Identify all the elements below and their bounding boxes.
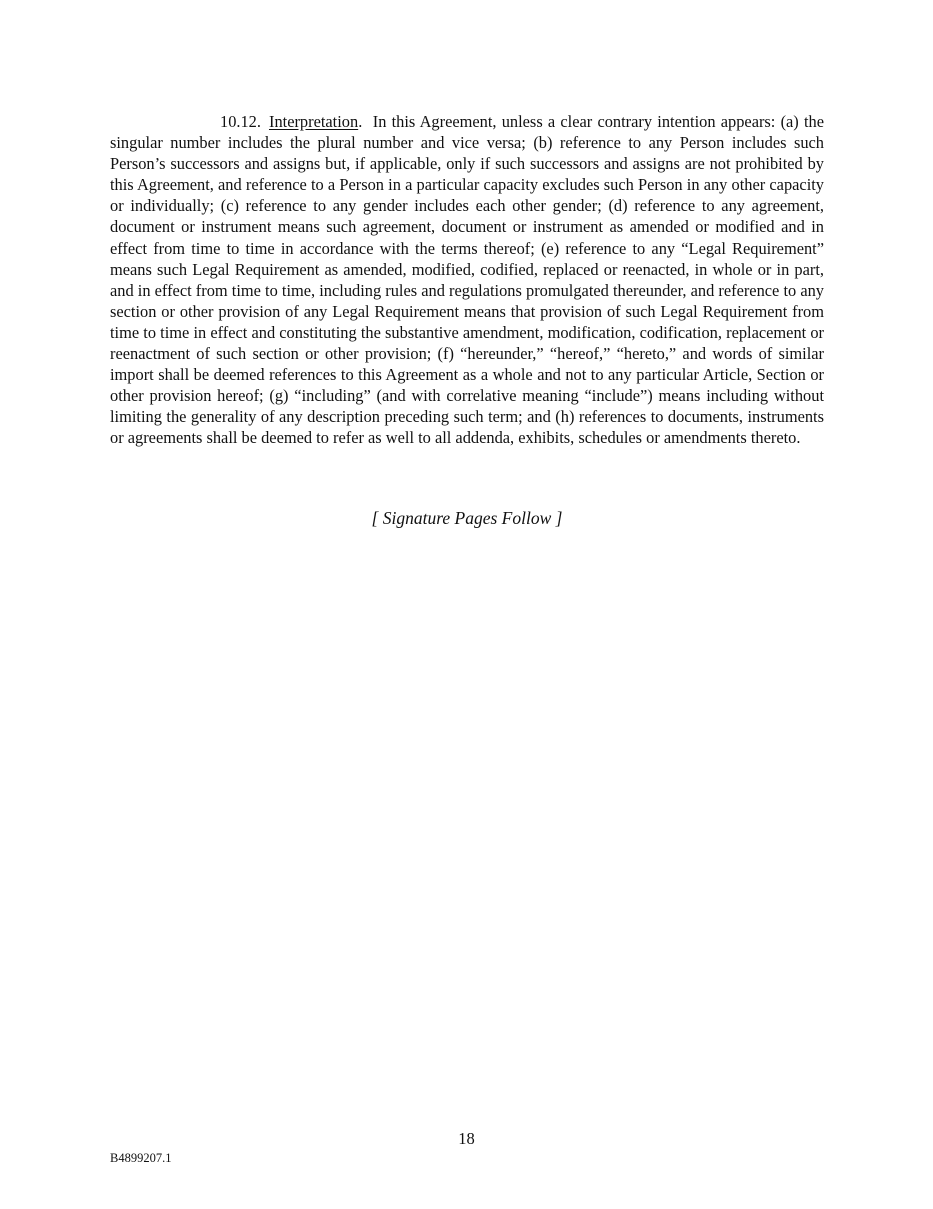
section-body-text: In this Agreement, unless a clear contrary intention appears: (a) the singular number includes the plural number and vice versa; (b) reference to any Person includes such Person’s successors and assigns but, if applicable, only if such successors and assigns are not prohibited by this Agreement, and reference to a Person in a particular capacity excludes such Person in any other capacity or individually; (c) reference to any gender includes each other gender; (d) reference to any agreement, document or instrument means such agreement, document or instrument as amended or modified and in effect from time to time in accordance with the terms thereof; (e) reference to any “Legal Requirement” means such Legal Requirement as amended, modified, codified, replaced or reenacted, in whole or in part, and in effect from time to time, including rules and regulations promulgated thereunder, and reference to any section or other provision of any Legal Requirement means that provision of such Legal Requirement from time to time in effect and constituting the substantive amendment, modification, codification, replacement or reenactment of such section or other provision; (f) “hereunder,” “hereof,” “hereto,” and words of similar import shall be deemed references to this Agreement as a whole and not to any particular Article, Section or other provision hereof; (g) “including” (and with correlative meaning “include”) means including without limiting the generality of any description preceding such term; and (h) references to documents, instruments or agreements shall be deemed to refer as well to all addenda, exhibits, schedules or amendments thereto. — [110, 112, 824, 448]
page-number: 18 — [458, 1129, 475, 1148]
section-10-12-paragraph — [110, 111, 824, 449]
section-heading-punctuation: . — [358, 112, 363, 131]
section-number: 10.12. — [220, 112, 261, 131]
document-id: B4899207.1 — [110, 1151, 172, 1165]
section-heading: Interpretation — [268, 112, 359, 131]
signature-pages-follow-note: [ Signature Pages Follow ] — [371, 508, 563, 528]
